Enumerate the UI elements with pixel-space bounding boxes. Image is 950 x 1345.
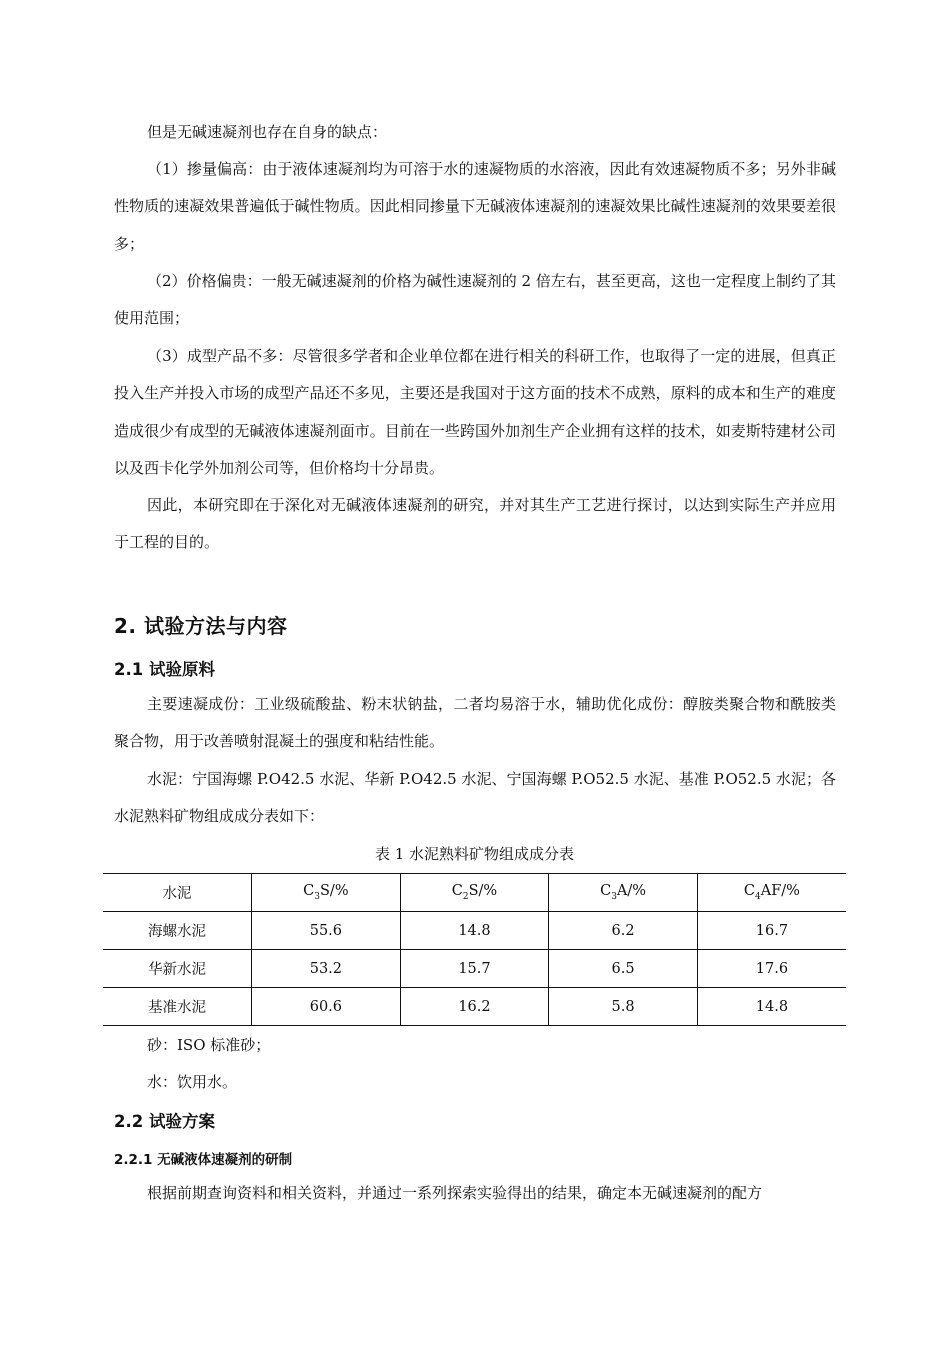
table-cell: 17.6	[697, 950, 846, 988]
table-cell: 60.6	[252, 988, 401, 1026]
header-cement: 水泥	[103, 874, 252, 912]
table-cell: 53.2	[252, 950, 401, 988]
table-cell: 6.2	[549, 912, 698, 950]
header-c3s: $C_3S/\%$	[252, 874, 401, 912]
table-row	[103, 988, 846, 1026]
header-c3a: $C_3A/\%$	[549, 874, 698, 912]
table-cell: 55.6	[252, 912, 401, 950]
sand-line: 砂：ISO 标准砂；	[147, 1036, 271, 1054]
paragraph-conclusion: 因此，本研究即在于深化对无碱液体速凝剂的研究，并对其生产工艺进行探讨，以达到实际生产并应用于工程的目的。	[114, 496, 836, 552]
paragraph-drawback-1: （1）掺量偏高：由于液体速凝剂均为可溶于水的速凝物质的水溶液，因此有效速凝物质不多；另外非碱性物质的速凝效果普遍低于碱性物质。因此相同掺量下无碱液体速凝剂的速凝效果比碱性速凝剂的效果要差很多；	[114, 160, 836, 253]
paragraph-materials: 主要速凝成份：工业级硫酸盐、粉末状钠盐，二者均易溶于水，辅助优化成份：醇胺类聚合物和酰胺类聚合物，用于改善喷射混凝土的强度和粘结性能。	[114, 695, 836, 751]
section-2-2-heading: 2.2 试验方案	[114, 1112, 215, 1131]
table-caption: 表 1 水泥熟料矿物组成成分表	[374, 845, 575, 863]
table-cell: 海螺水泥	[103, 912, 252, 950]
paragraph-drawback-3: （3）成型产品不多：尽管很多学者和企业单位都在进行相关的科研工作，也取得了一定的进展，但真正投入生产并投入市场的成型产品还不多见，主要还是我国对于这方面的技术不成熟，原料的成本和生产的难度造成很少有成型的无碱液体速凝剂面市。目前在一些跨国外加剂生产企业拥有这样的技术，如麦斯特建材公司以及西卡化学外加剂公司等，但价格均十分昂贵。	[114, 347, 836, 478]
table-cell: 6.5	[549, 950, 698, 988]
paragraph-formulation: 根据前期查询资料和相关资料，并通过一系列探索实验得出的结果，确定本无碱速凝剂的配方	[147, 1184, 763, 1202]
header-c4af: $C_4AF/\%$	[697, 874, 846, 912]
section-2-heading: 2. 试验方法与内容	[114, 614, 288, 638]
table-row	[103, 912, 846, 950]
table-cell: 华新水泥	[103, 950, 252, 988]
table-cell: 14.8	[400, 912, 549, 950]
table-cell: 16.2	[400, 988, 549, 1026]
cement-composition-table	[103, 873, 846, 1026]
table-cell: 15.7	[400, 950, 549, 988]
paragraph-drawbacks-intro: 但是无碱速凝剂也存在自身的缺点：	[147, 123, 388, 141]
table-row	[103, 950, 846, 988]
paragraph-drawback-2: （2）价格偏贵：一般无碱速凝剂的价格为碱性速凝剂的 2 倍左右，甚至更高，这也一定程度上制约了其使用范围；	[114, 272, 836, 328]
table-cell: 5.8	[549, 988, 698, 1026]
paragraph-cement: 水泥：宁国海螺 P.O42.5 水泥、华新 P.O42.5 水泥、宁国海螺 P.O52.5 水泥、基准 P.O52.5 水泥；各水泥熟料矿物组成成分表如下：	[114, 770, 836, 826]
table-cell: 基准水泥	[103, 988, 252, 1026]
section-2-1-heading: 2.1 试验原料	[114, 660, 215, 679]
table-cell: 14.8	[697, 988, 846, 1026]
water-line: 水：饮用水。	[147, 1073, 238, 1091]
header-c2s: $C_2S/\%$	[400, 874, 549, 912]
section-2-2-1-heading: 2.2.1 无碱液体速凝剂的研制	[114, 1152, 293, 1168]
table-header-row	[103, 874, 846, 912]
table-cell: 16.7	[697, 912, 846, 950]
